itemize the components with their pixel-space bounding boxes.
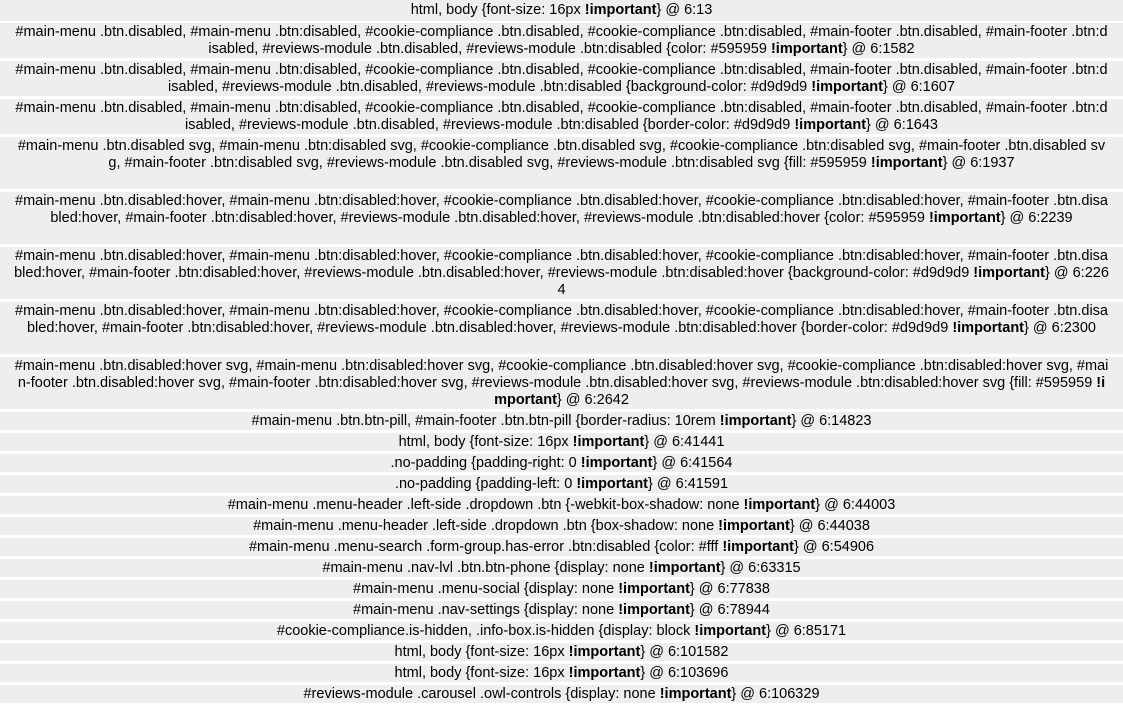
css-rule-row <box>0 580 1123 598</box>
css-rule-row <box>0 475 1123 493</box>
important-keyword: !important <box>973 265 1045 281</box>
important-keyword: !important <box>694 623 767 639</box>
rule-text: #main-menu .nav-lvl .btn.btn-phone {display: none <box>322 560 649 576</box>
important-keyword: !important <box>743 497 816 513</box>
rule-location: } @ 6:106329 <box>731 686 820 702</box>
important-keyword: !important <box>584 2 657 18</box>
important-keyword: !important <box>811 79 883 95</box>
css-rule-row <box>0 601 1123 619</box>
rule-location: } @ 6:78944 <box>689 602 770 618</box>
css-rule-row <box>0 433 1123 451</box>
rule-text: #main-menu .menu-search .form-group.has-error .btn:disabled {color: #fff <box>248 539 723 555</box>
rule-location: } @ 6:41591 <box>648 476 729 492</box>
css-rule-row <box>0 664 1123 682</box>
important-keyword: !important <box>494 375 1106 408</box>
important-keyword: !important <box>568 644 641 660</box>
important-keyword: !important <box>718 518 790 534</box>
rule-text: html, body {font-size: 16px <box>410 2 585 18</box>
important-keyword: !important <box>618 581 690 597</box>
rule-text: #main-menu .btn.disabled:hover, #main-menu .btn:disabled:hover, #cookie-compliance .btn.disabled:hover, #cookie-compliance .btn:disabled:hover, #main-footer .btn.disabled:hover, #main-footer .btn:disabled:hover, #reviews-module .btn.disabled:hover, #reviews-module .btn:disabled:hover {color: #595959 <box>15 193 1108 226</box>
rule-text: #main-menu .menu-social {display: none <box>353 581 619 597</box>
css-rule-row <box>0 517 1123 535</box>
css-rule-row <box>0 538 1123 556</box>
css-rule-row <box>0 559 1123 577</box>
important-keyword: !important <box>572 434 645 450</box>
important-keyword: !important <box>719 413 792 429</box>
rule-text: #main-menu .btn.disabled, #main-menu .btn:disabled, #cookie-compliance .btn.disabled, #cookie-compliance .btn:disabled, #main-footer .btn.disabled, #main-footer .btn:disabled, #reviews-module .btn.disabled, #reviews-module .btn:disabled {color: #595959 <box>15 24 1108 57</box>
css-rule-row <box>0 0 1123 21</box>
rule-location: } @ 6:13 <box>656 2 713 18</box>
rule-text: #main-menu .btn.disabled svg, #main-menu .btn:disabled svg, #cookie-compliance .btn.disabled svg, #cookie-compliance .btn:disabled svg, #main-footer .btn.disabled svg, #main-footer .btn:disabled svg, #reviews-module .btn.disabled svg, #reviews-module .btn:disabled svg {fill: #595959 <box>17 138 1106 171</box>
css-rule-row <box>0 247 1123 299</box>
rule-location: } @ 6:41564 <box>652 455 733 471</box>
rule-location: } @ 6:101582 <box>640 644 729 660</box>
important-keyword: !important <box>648 560 721 576</box>
css-rule-row <box>0 192 1123 244</box>
rule-location: } @ 6:1582 <box>842 41 915 57</box>
css-rule-row <box>0 622 1123 640</box>
rule-text: #main-menu .menu-header .left-side .dropdown .btn {-webkit-box-shadow: none <box>227 497 744 513</box>
rule-location: } @ 6:2264 <box>557 265 1109 298</box>
rule-location: } @ 6:2642 <box>556 392 629 408</box>
css-rule-row <box>0 496 1123 514</box>
rule-text: #main-menu .btn.disabled:hover svg, #main-menu .btn:disabled:hover svg, #cookie-compliance .btn.disabled:hover svg, #cookie-compliance .btn:disabled:hover svg, #main-footer .btn.disabled:hover svg, #main-footer .btn:disabled:hover svg, #reviews-module .btn.disabled:hover svg, #reviews-module .btn:disabled:hover svg {fill: #595959 <box>14 358 1109 391</box>
rule-text: #main-menu .btn.btn-pill, #main-footer .btn.btn-pill {border-radius: 10rem <box>251 413 720 429</box>
important-keyword: !important <box>576 476 649 492</box>
rule-text: .no-padding {padding-right: 0 <box>390 455 581 471</box>
rule-location: } @ 6:63315 <box>720 560 801 576</box>
important-keyword: !important <box>794 117 867 133</box>
rule-location: } @ 6:85171 <box>766 623 847 639</box>
css-rule-row <box>0 357 1123 409</box>
rule-location: } @ 6:103696 <box>640 665 729 681</box>
rule-location: } @ 6:77838 <box>689 581 770 597</box>
rule-text: #main-menu .nav-settings {display: none <box>353 602 619 618</box>
important-keyword: !important <box>870 155 943 171</box>
rule-text: html, body {font-size: 16px <box>394 665 569 681</box>
css-rule-row <box>0 685 1123 703</box>
css-rule-row <box>0 302 1123 354</box>
rule-location: } @ 6:41441 <box>644 434 725 450</box>
rule-location: } @ 6:1937 <box>942 155 1015 171</box>
rule-text: #reviews-module .carousel .owl-controls {display: none <box>303 686 660 702</box>
rule-text: #cookie-compliance.is-hidden, .info-box.is-hidden {display: block <box>276 623 695 639</box>
important-keyword: !important <box>722 539 794 555</box>
css-rule-row <box>0 137 1123 189</box>
rule-location: } @ 6:14823 <box>791 413 872 429</box>
important-keyword: !important <box>580 455 653 471</box>
rule-location: } @ 6:2300 <box>1024 320 1096 336</box>
rule-text: html, body {font-size: 16px <box>394 644 569 660</box>
css-rule-row <box>0 99 1123 134</box>
rule-text: #main-menu .btn.disabled, #main-menu .btn:disabled, #cookie-compliance .btn.disabled, #cookie-compliance .btn:disabled, #main-footer .btn.disabled, #main-footer .btn:disabled, #reviews-module .btn.disabled, #reviews-module .btn:disabled {border-color: #d9d9d9 <box>15 100 1108 133</box>
rule-location: } @ 6:44038 <box>789 518 870 534</box>
important-keyword: !important <box>568 665 641 681</box>
rule-text: #main-menu .menu-header .left-side .dropdown .btn {box-shadow: none <box>253 518 719 534</box>
css-rule-row <box>0 412 1123 430</box>
rule-location: } @ 6:2239 <box>1000 210 1073 226</box>
css-rule-row <box>0 454 1123 472</box>
rule-text: html, body {font-size: 16px <box>398 434 573 450</box>
rule-location: } @ 6:1643 <box>866 117 939 133</box>
important-keyword: !important <box>952 320 1025 336</box>
rule-text: #main-menu .btn.disabled, #main-menu .btn:disabled, #cookie-compliance .btn.disabled, #cookie-compliance .btn:disabled, #main-footer .btn.disabled, #main-footer .btn:disabled, #reviews-module .btn.disabled, #reviews-module .btn:disabled {background-color: #d9d9d9 <box>15 62 1108 95</box>
important-keyword: !important <box>659 686 732 702</box>
rule-text: .no-padding {padding-left: 0 <box>394 476 577 492</box>
rule-location: } @ 6:54906 <box>794 539 875 555</box>
rule-location: } @ 6:44003 <box>815 497 896 513</box>
important-keyword: !important <box>618 602 690 618</box>
important-keyword: !important <box>770 41 843 57</box>
css-rule-row <box>0 61 1123 96</box>
important-keyword: !important <box>928 210 1001 226</box>
rule-text: #main-menu .btn.disabled:hover, #main-menu .btn:disabled:hover, #cookie-compliance .btn.disabled:hover, #cookie-compliance .btn:disabled:hover, #main-footer .btn.disabled:hover, #main-footer .btn:disabled:hover, #reviews-module .btn.disabled:hover, #reviews-module .btn:disabled:hover {background-color: #d9d9d9 <box>14 248 1108 281</box>
css-rule-row <box>0 643 1123 661</box>
rule-location: } @ 6:1607 <box>882 79 955 95</box>
rule-text: #main-menu .btn.disabled:hover, #main-menu .btn:disabled:hover, #cookie-compliance .btn.disabled:hover, #cookie-compliance .btn:disabled:hover, #main-footer .btn.disabled:hover, #main-footer .btn:disabled:hover, #reviews-module .btn.disabled:hover, #reviews-module .btn:disabled:hover {border-color: #d9d9d9 <box>15 303 1108 336</box>
css-rule-row <box>0 23 1123 58</box>
